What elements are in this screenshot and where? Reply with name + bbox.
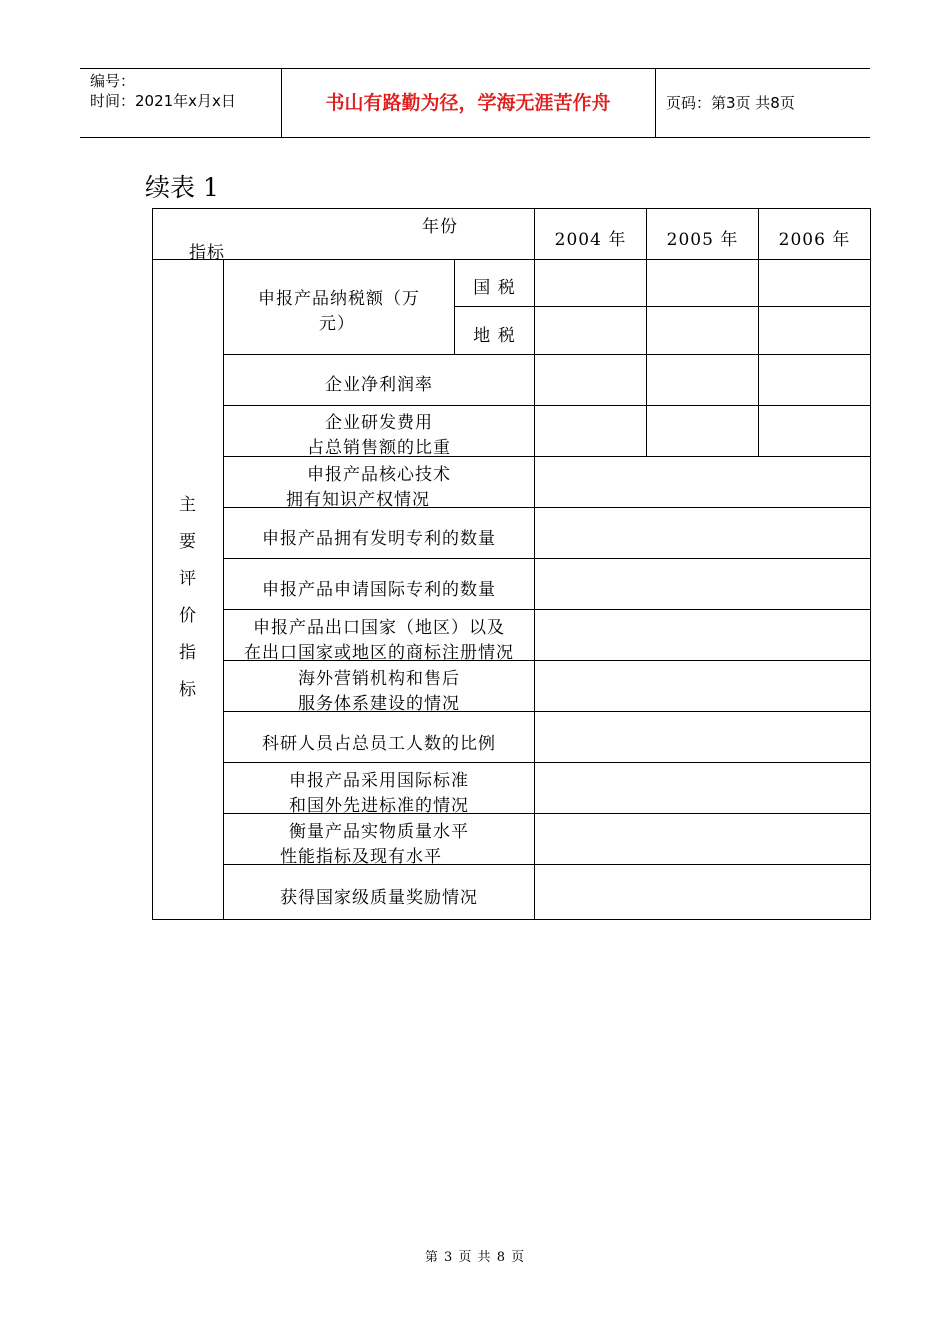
value-cell[interactable] <box>534 507 871 559</box>
corner-indicator-label: 指标 <box>189 243 225 263</box>
value-cell[interactable] <box>534 609 871 661</box>
indicator-label: 申报产品出口国家（地区）以及 <box>253 618 505 638</box>
value-cell[interactable] <box>534 405 647 457</box>
indicator-label: 和国外先进标准的情况 <box>289 796 469 816</box>
year-2005: 2005 年 <box>666 230 739 250</box>
year-2006: 2006 年 <box>778 230 851 250</box>
indicator-label: 在出口国家或地区的商标注册情况 <box>244 643 514 663</box>
value-cell[interactable] <box>758 306 871 355</box>
value-cell[interactable] <box>646 405 759 457</box>
table-caption: 续表 1 <box>145 173 219 202</box>
value-cell[interactable] <box>758 259 871 307</box>
indicator-label: 衡量产品实物质量水平 <box>289 822 469 842</box>
value-cell[interactable] <box>534 762 871 814</box>
value-cell[interactable] <box>534 660 871 712</box>
indicator-label: 申报产品采用国际标准 <box>289 771 469 791</box>
indicator-label: 海外营销机构和售后 <box>298 669 460 689</box>
indicator-label: 拥有知识产权情况 <box>286 490 430 510</box>
indicator-label: 科研人员占总员工人数的比例 <box>262 734 496 754</box>
value-cell[interactable] <box>758 405 871 457</box>
document-header <box>80 68 870 138</box>
year-2004: 2004 年 <box>554 230 627 250</box>
indicator-label: 企业研发费用 <box>325 413 433 433</box>
value-cell[interactable] <box>534 864 871 920</box>
indicator-label: 获得国家级质量奖励情况 <box>280 888 478 908</box>
group-char: 标 <box>179 680 197 700</box>
group-char: 主 <box>179 495 197 515</box>
serial-label: 编号： <box>90 72 136 90</box>
value-cell[interactable] <box>534 259 647 307</box>
time-label: 时间：2021年x月x日 <box>90 92 236 110</box>
value-cell[interactable] <box>534 711 871 763</box>
tax-label-line: 申报产品纳税额（万 <box>258 289 420 309</box>
national-tax-label: 国 税 <box>473 278 516 298</box>
value-cell[interactable] <box>646 259 759 307</box>
page-footer: 第 3 页 共 8 页 <box>424 1250 526 1265</box>
group-label-cell <box>152 259 224 920</box>
value-cell[interactable] <box>646 354 759 406</box>
group-char: 指 <box>179 643 197 663</box>
group-char: 要 <box>179 532 197 552</box>
value-cell[interactable] <box>534 558 871 610</box>
local-tax-label: 地 税 <box>473 326 516 346</box>
indicator-label: 申报产品申请国际专利的数量 <box>262 580 496 600</box>
value-cell[interactable] <box>758 354 871 406</box>
group-char: 价 <box>179 606 197 626</box>
evaluation-table <box>152 208 871 920</box>
corner-year-label: 年份 <box>422 217 458 237</box>
indicator-label: 占总销售额的比重 <box>307 438 451 458</box>
value-cell[interactable] <box>646 306 759 355</box>
indicator-label: 申报产品拥有发明专利的数量 <box>262 529 496 549</box>
value-cell[interactable] <box>534 306 647 355</box>
indicator-label: 服务体系建设的情况 <box>298 694 460 714</box>
indicator-label: 申报产品核心技术 <box>307 465 451 485</box>
value-cell[interactable] <box>534 354 647 406</box>
header-meta <box>80 69 281 137</box>
value-cell[interactable] <box>534 456 871 508</box>
page-indicator: 页码：第3页 共8页 <box>666 94 795 112</box>
indicator-label: 企业净利润率 <box>325 375 433 395</box>
indicator-label: 性能指标及现有水平 <box>280 847 442 867</box>
group-char: 评 <box>179 569 197 589</box>
header-motto: 书山有路勤为径，学海无涯苦作舟 <box>325 92 611 114</box>
value-cell[interactable] <box>534 813 871 865</box>
tax-label-line: 元） <box>319 314 355 334</box>
